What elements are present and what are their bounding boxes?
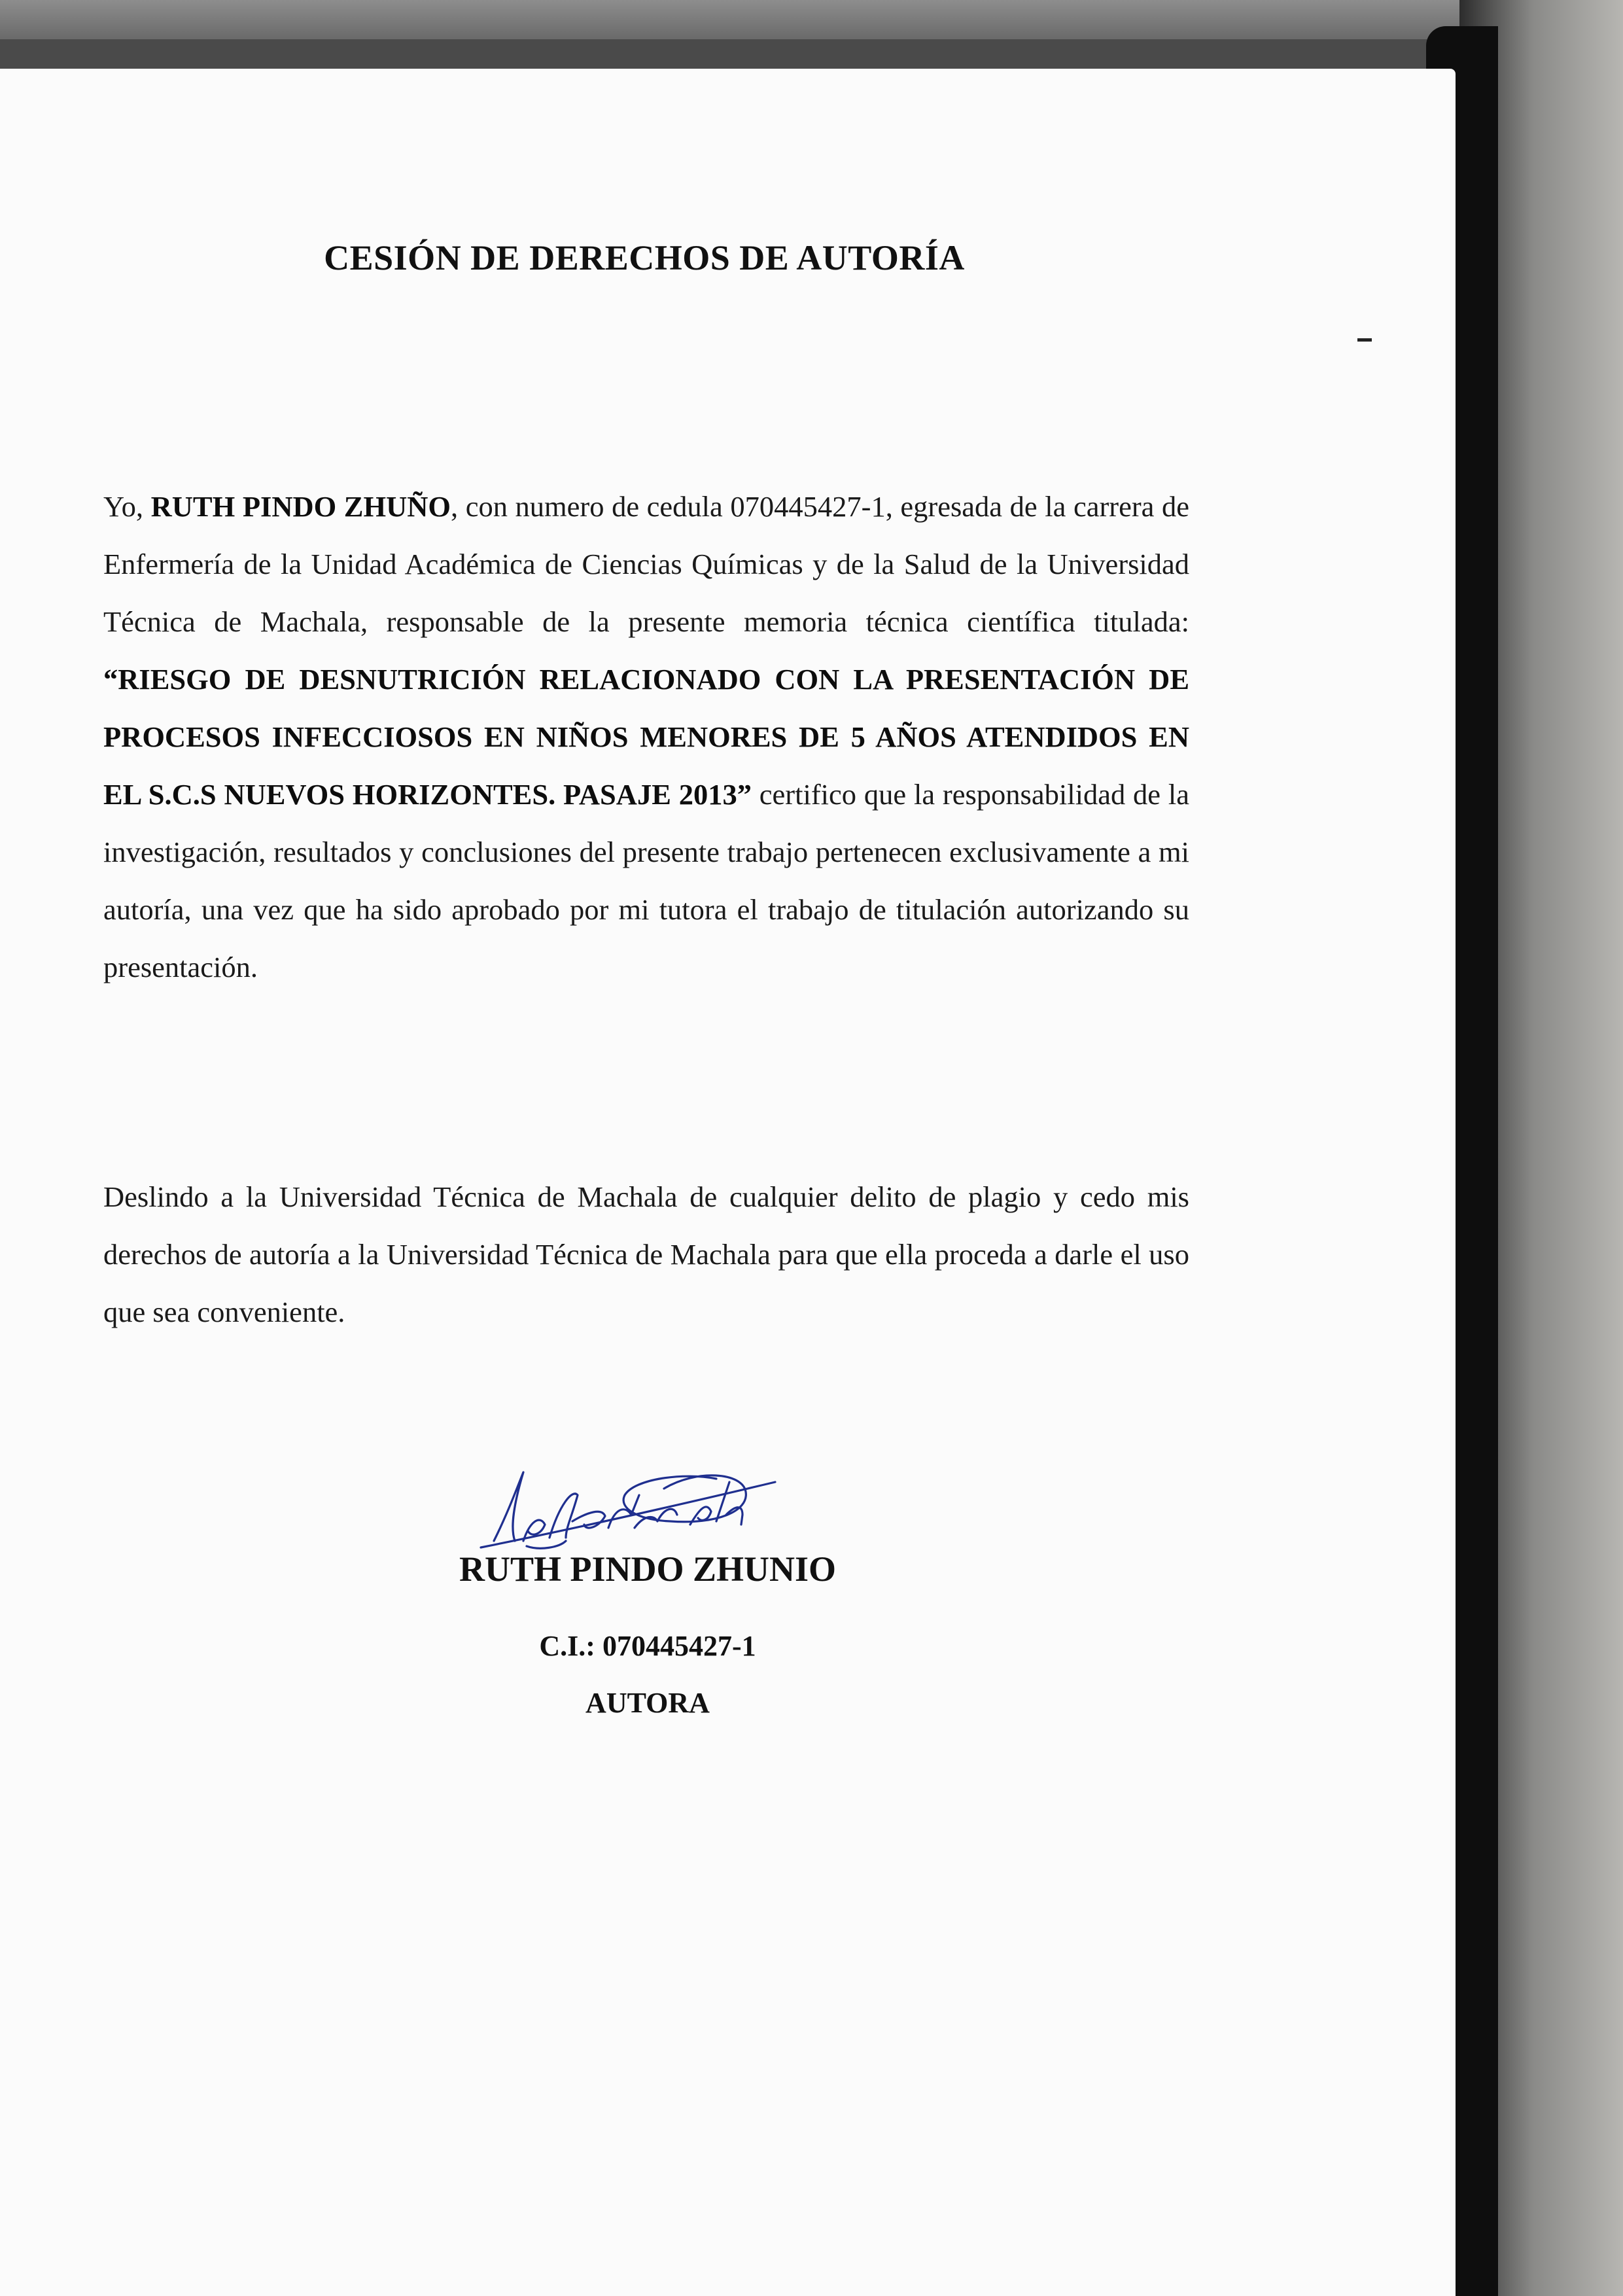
stray-mark: [1357, 338, 1372, 342]
signatory-id: C.I.: 070445427-1: [539, 1630, 756, 1662]
signatory-name: RUTH PINDO ZHUNIO: [459, 1549, 837, 1589]
certification-text-b: certifico que la responsabilidad de la investigación, resultados y conclusiones del presente trabajo pertenecen exclusivamente a mi autoría, una vez que ha sido aprobado por mi tutora el trabajo de titulación autorizando su presentación.: [103, 778, 1189, 983]
document-page: [0, 69, 1456, 2296]
intro-text: Yo,: [103, 490, 151, 523]
author-name: RUTH PINDO ZHUÑO: [150, 490, 451, 523]
thesis-title: “RIESGO DE DESNUTRICIÓN RELACIONADO CON LA PRESENTACIÓN DE PROCESOS INFECCIOSOS EN NIÑOS MENORES DE 5 AÑOS ATENDIDOS EN EL S.C.S NUEVOS HORIZONTES. PASAJE 2013”: [103, 663, 1189, 811]
certification-text-a: , con numero de cedula 070445427-1, egresada de la carrera de Enfermería de la Unidad Académica de Ciencias Químicas y de la Salud de la Universidad Técnica de Machala, responsable de la presente memoria técnica científica titulada:: [103, 490, 1190, 638]
paragraph-certification: [103, 478, 1189, 996]
document-title: CESIÓN DE DERECHOS DE AUTORÍA: [324, 238, 965, 277]
signatory-role: AUTORA: [585, 1687, 710, 1719]
paragraph-disclaimer: Deslindo a la Universidad Técnica de Machala de cualquier delito de plagio y cedo mis derechos de autoría a la Universidad Técnica de Machala para que ella proceda a darle el uso que sea conveniente.: [103, 1180, 1189, 1328]
scanner-top-edge: [0, 0, 1623, 39]
